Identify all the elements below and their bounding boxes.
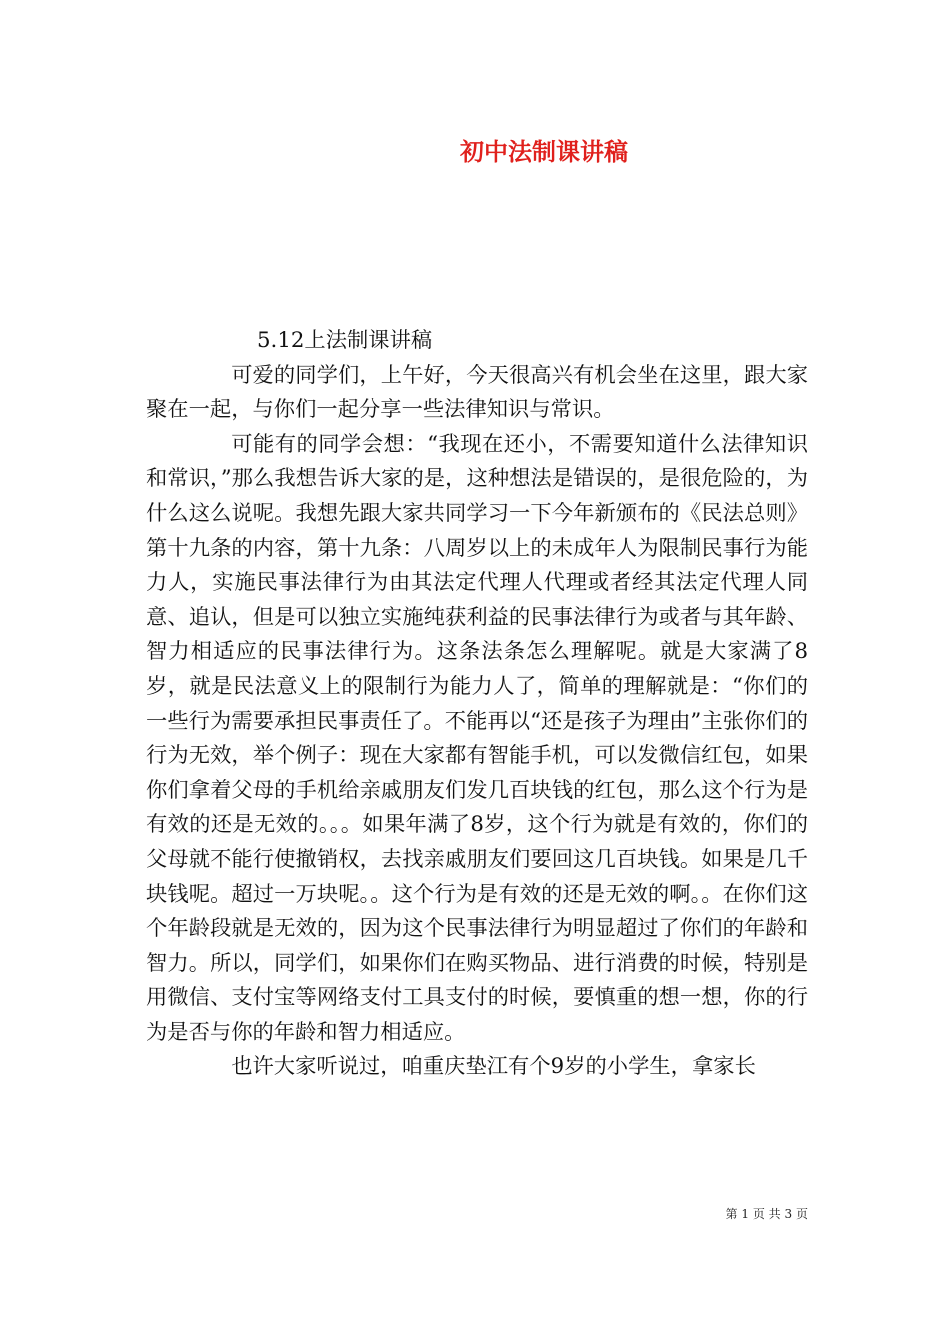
footer-suffix: 页 — [795, 1207, 808, 1221]
document-title: 初中法制课讲稿 — [460, 137, 628, 166]
footer-middle: 页 共 — [752, 1207, 781, 1221]
paragraph-1: 可爱的同学们，上午好，今天很高兴有机会坐在这里，跟大家聚在一起，与你们一起分享一些法律知识与常识。 — [146, 362, 808, 423]
paragraph-2: 可能有的同学会想：“我现在还小，不需要知道什么法律知识和常识，”那么我想告诉大家的是，这种想法是错误的，是很危险的，为什么这么说呢。我想先跟大家共同学习一下今年新颁布的《民法总则》第十九条的内容，第十九条：八周岁以上的未成年人为限制民事行为能力人，实施民事法律行为由其法定代理人代理或者经其法定代理人同意、追认，但是可以独立实施纯获利益的民事法律行为或者与其年龄、智力相适应的民事法律行为。这条法条怎么理解呢。就是大家满了8岁，就是民法意义上的限制行为能力人了，简单的理解就是：“你们的一些行为需要承担民事责任了。不能再以“还是孩子为理由”主张你们的行为无效，举个例子：现在大家都有智能手机，可以发微信红包，如果你们拿着父母的手机给亲戚朋友们发几百块钱的红包，那么这个行为是有效的还是无效的。。。如果年满了8岁，这个行为就是有效的，你们的父母就不能行使撤销权，去找亲戚朋友们要回这几百块钱。如果是几千块钱呢。超过一万块呢。。这个行为是有效的还是无效的啊。。在你们这个年龄段就是无效的，因为这个民事法律行为明显超过了你们的年龄和智力。所以，同学们，如果你们在购买物品、进行消费的时候，特别是用微信、支付宝等网络支付工具支付的时候，要慎重的想一想，你的行为是否与你的年龄和智力相适应。 — [146, 431, 808, 1045]
footer-total-pages: 3 — [784, 1207, 793, 1221]
paragraph-3: 也许大家听说过，咱重庆垫江有个9岁的小学生，拿家长 — [231, 1054, 756, 1080]
document-body — [146, 324, 808, 1085]
page-footer — [726, 1205, 808, 1223]
footer-prefix: 第 — [725, 1207, 738, 1221]
footer-page-number: 1 — [741, 1207, 750, 1221]
document-subtitle: 5.12上法制课讲稿 — [257, 328, 433, 353]
